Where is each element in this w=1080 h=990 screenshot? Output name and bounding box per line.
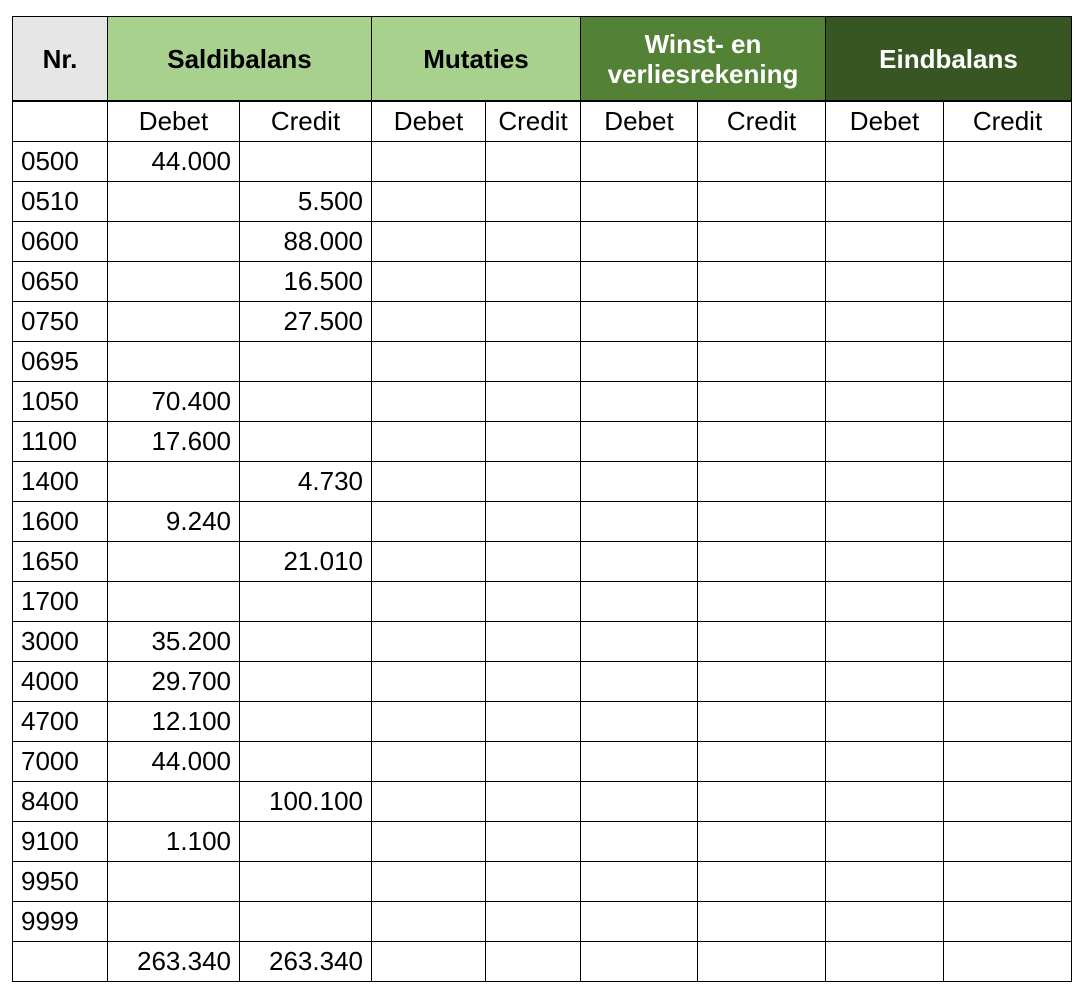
saldibalans-credit-cell bbox=[240, 142, 372, 182]
subheader-wv-debet: Debet bbox=[581, 101, 698, 142]
eindbalans-credit-cell bbox=[944, 302, 1072, 342]
saldibalans-credit-cell bbox=[240, 342, 372, 382]
saldibalans-debet-cell: 44.000 bbox=[108, 142, 240, 182]
eindbalans-debet-cell bbox=[826, 382, 944, 422]
mutaties-debet-cell bbox=[372, 502, 486, 542]
saldibalans-debet-cell: 29.700 bbox=[108, 662, 240, 702]
account-number: 0510 bbox=[13, 182, 108, 222]
account-number: 1700 bbox=[13, 582, 108, 622]
saldibalans-debet-cell bbox=[108, 902, 240, 942]
winst-verlies-credit-cell bbox=[698, 542, 826, 582]
table-row bbox=[13, 622, 1072, 662]
winst-verlies-credit-cell bbox=[698, 182, 826, 222]
saldibalans-credit-cell: 16.500 bbox=[240, 262, 372, 302]
eindbalans-credit-cell bbox=[944, 782, 1072, 822]
saldibalans-debet-cell bbox=[108, 862, 240, 902]
winst-verlies-debet-cell bbox=[581, 262, 698, 302]
account-number: 1400 bbox=[13, 462, 108, 502]
saldibalans-credit-cell bbox=[240, 822, 372, 862]
eindbalans-credit-cell bbox=[944, 142, 1072, 182]
winst-verlies-credit-cell bbox=[698, 582, 826, 622]
total-eind-credit bbox=[944, 942, 1072, 982]
mutaties-debet-cell bbox=[372, 582, 486, 622]
winst-verlies-debet-cell bbox=[581, 422, 698, 462]
mutaties-debet-cell bbox=[372, 382, 486, 422]
eindbalans-credit-cell bbox=[944, 542, 1072, 582]
winst-verlies-debet-cell bbox=[581, 702, 698, 742]
totals-row bbox=[13, 942, 1072, 982]
account-number: 1650 bbox=[13, 542, 108, 582]
account-rows bbox=[13, 142, 1072, 982]
winst-verlies-debet-cell bbox=[581, 582, 698, 622]
table-row bbox=[13, 822, 1072, 862]
account-number: 9950 bbox=[13, 862, 108, 902]
saldibalans-credit-cell bbox=[240, 502, 372, 542]
account-number: 4700 bbox=[13, 702, 108, 742]
mutaties-credit-cell bbox=[486, 262, 581, 302]
saldibalans-debet-cell bbox=[108, 582, 240, 622]
eindbalans-credit-cell bbox=[944, 222, 1072, 262]
winst-verlies-credit-cell bbox=[698, 222, 826, 262]
saldibalans-debet-cell bbox=[108, 222, 240, 262]
saldibalans-debet-cell: 12.100 bbox=[108, 702, 240, 742]
mutaties-debet-cell bbox=[372, 862, 486, 902]
table-row bbox=[13, 502, 1072, 542]
winst-verlies-debet-cell bbox=[581, 142, 698, 182]
mutaties-credit-cell bbox=[486, 702, 581, 742]
winst-verlies-credit-cell bbox=[698, 342, 826, 382]
winst-verlies-credit-cell bbox=[698, 702, 826, 742]
table-row bbox=[13, 142, 1072, 182]
table-row bbox=[13, 422, 1072, 462]
saldibalans-debet-cell: 1.100 bbox=[108, 822, 240, 862]
total-mut-debet bbox=[372, 942, 486, 982]
account-number: 7000 bbox=[13, 742, 108, 782]
winst-verlies-debet-cell bbox=[581, 302, 698, 342]
winst-verlies-debet-cell bbox=[581, 382, 698, 422]
eindbalans-debet-cell bbox=[826, 422, 944, 462]
mutaties-credit-cell bbox=[486, 182, 581, 222]
table-row bbox=[13, 542, 1072, 582]
mutaties-credit-cell bbox=[486, 422, 581, 462]
winst-verlies-debet-cell bbox=[581, 622, 698, 662]
saldibalans-debet-cell: 44.000 bbox=[108, 742, 240, 782]
account-number: 1050 bbox=[13, 382, 108, 422]
winst-verlies-credit-cell bbox=[698, 422, 826, 462]
subheader-nr-empty bbox=[13, 101, 108, 142]
winst-verlies-credit-cell bbox=[698, 662, 826, 702]
mutaties-debet-cell bbox=[372, 222, 486, 262]
winst-verlies-debet-cell bbox=[581, 542, 698, 582]
saldibalans-debet-cell: 35.200 bbox=[108, 622, 240, 662]
header-eindbalans: Eindbalans bbox=[826, 17, 1072, 102]
winst-verlies-debet-cell bbox=[581, 742, 698, 782]
mutaties-debet-cell bbox=[372, 182, 486, 222]
eindbalans-credit-cell bbox=[944, 862, 1072, 902]
total-mut-credit bbox=[486, 942, 581, 982]
eindbalans-debet-cell bbox=[826, 262, 944, 302]
eindbalans-debet-cell bbox=[826, 502, 944, 542]
eindbalans-debet-cell bbox=[826, 342, 944, 382]
eindbalans-debet-cell bbox=[826, 742, 944, 782]
account-number: 0695 bbox=[13, 342, 108, 382]
account-number: 8400 bbox=[13, 782, 108, 822]
total-saldi-credit: 263.340 bbox=[240, 942, 372, 982]
eindbalans-credit-cell bbox=[944, 342, 1072, 382]
eindbalans-credit-cell bbox=[944, 702, 1072, 742]
winst-verlies-debet-cell bbox=[581, 662, 698, 702]
winst-verlies-debet-cell bbox=[581, 182, 698, 222]
table-row bbox=[13, 742, 1072, 782]
mutaties-debet-cell bbox=[372, 542, 486, 582]
mutaties-debet-cell bbox=[372, 822, 486, 862]
eindbalans-credit-cell bbox=[944, 182, 1072, 222]
saldibalans-debet-cell: 17.600 bbox=[108, 422, 240, 462]
total-wv-credit bbox=[698, 942, 826, 982]
mutaties-debet-cell bbox=[372, 422, 486, 462]
winst-verlies-credit-cell bbox=[698, 382, 826, 422]
mutaties-credit-cell bbox=[486, 502, 581, 542]
eindbalans-debet-cell bbox=[826, 862, 944, 902]
eindbalans-credit-cell bbox=[944, 742, 1072, 782]
header-nr: Nr. bbox=[13, 17, 108, 102]
winst-verlies-debet-cell bbox=[581, 462, 698, 502]
mutaties-credit-cell bbox=[486, 462, 581, 502]
winst-verlies-credit-cell bbox=[698, 302, 826, 342]
winst-verlies-credit-cell bbox=[698, 782, 826, 822]
saldibalans-debet-cell bbox=[108, 462, 240, 502]
mutaties-debet-cell bbox=[372, 342, 486, 382]
mutaties-credit-cell bbox=[486, 822, 581, 862]
mutaties-credit-cell bbox=[486, 222, 581, 262]
mutaties-debet-cell bbox=[372, 782, 486, 822]
winst-verlies-credit-cell bbox=[698, 262, 826, 302]
winst-verlies-debet-cell bbox=[581, 782, 698, 822]
subheader-eind-credit: Credit bbox=[944, 101, 1072, 142]
eindbalans-debet-cell bbox=[826, 582, 944, 622]
saldibalans-credit-cell bbox=[240, 702, 372, 742]
subheader-wv-credit: Credit bbox=[698, 101, 826, 142]
winst-verlies-debet-cell bbox=[581, 862, 698, 902]
table-row bbox=[13, 582, 1072, 622]
saldibalans-credit-cell bbox=[240, 382, 372, 422]
eindbalans-debet-cell bbox=[826, 782, 944, 822]
winst-verlies-debet-cell bbox=[581, 822, 698, 862]
mutaties-debet-cell bbox=[372, 902, 486, 942]
eindbalans-credit-cell bbox=[944, 422, 1072, 462]
mutaties-credit-cell bbox=[486, 342, 581, 382]
winst-verlies-debet-cell bbox=[581, 502, 698, 542]
winst-verlies-credit-cell bbox=[698, 862, 826, 902]
eindbalans-debet-cell bbox=[826, 222, 944, 262]
mutaties-debet-cell bbox=[372, 702, 486, 742]
eindbalans-debet-cell bbox=[826, 902, 944, 942]
mutaties-credit-cell bbox=[486, 782, 581, 822]
mutaties-debet-cell bbox=[372, 262, 486, 302]
eindbalans-debet-cell bbox=[826, 662, 944, 702]
mutaties-credit-cell bbox=[486, 302, 581, 342]
subheader-saldi-debet: Debet bbox=[108, 101, 240, 142]
saldibalans-debet-cell: 70.400 bbox=[108, 382, 240, 422]
table-row bbox=[13, 902, 1072, 942]
header-mutaties: Mutaties bbox=[372, 17, 581, 102]
mutaties-debet-cell bbox=[372, 302, 486, 342]
winst-verlies-debet-cell bbox=[581, 342, 698, 382]
mutaties-credit-cell bbox=[486, 542, 581, 582]
header-winst-verlies-line2: verliesrekening bbox=[607, 58, 799, 89]
saldibalans-credit-cell bbox=[240, 622, 372, 662]
winst-verlies-credit-cell bbox=[698, 742, 826, 782]
total-eind-debet bbox=[826, 942, 944, 982]
saldibalans-credit-cell: 4.730 bbox=[240, 462, 372, 502]
eindbalans-credit-cell bbox=[944, 662, 1072, 702]
saldibalans-debet-cell: 9.240 bbox=[108, 502, 240, 542]
eindbalans-debet-cell bbox=[826, 462, 944, 502]
mutaties-credit-cell bbox=[486, 382, 581, 422]
saldibalans-credit-cell bbox=[240, 662, 372, 702]
mutaties-debet-cell bbox=[372, 462, 486, 502]
account-number: 0750 bbox=[13, 302, 108, 342]
mutaties-debet-cell bbox=[372, 142, 486, 182]
subheader-saldi-credit: Credit bbox=[240, 101, 372, 142]
worksheet-table bbox=[12, 16, 1072, 982]
saldibalans-credit-cell: 27.500 bbox=[240, 302, 372, 342]
subheader-eind-debet: Debet bbox=[826, 101, 944, 142]
group-header-row bbox=[13, 17, 1072, 102]
table-row bbox=[13, 342, 1072, 382]
eindbalans-debet-cell bbox=[826, 702, 944, 742]
table-row bbox=[13, 862, 1072, 902]
saldibalans-credit-cell: 5.500 bbox=[240, 182, 372, 222]
winst-verlies-credit-cell bbox=[698, 502, 826, 542]
table-row bbox=[13, 702, 1072, 742]
eindbalans-credit-cell bbox=[944, 622, 1072, 662]
winst-verlies-credit-cell bbox=[698, 622, 826, 662]
eindbalans-debet-cell bbox=[826, 822, 944, 862]
mutaties-debet-cell bbox=[372, 622, 486, 662]
account-number: 4000 bbox=[13, 662, 108, 702]
saldibalans-credit-cell bbox=[240, 422, 372, 462]
eindbalans-debet-cell bbox=[826, 182, 944, 222]
winst-verlies-credit-cell bbox=[698, 822, 826, 862]
eindbalans-debet-cell bbox=[826, 542, 944, 582]
subheader-row bbox=[13, 101, 1072, 142]
account-number: 9999 bbox=[13, 902, 108, 942]
mutaties-credit-cell bbox=[486, 582, 581, 622]
mutaties-credit-cell bbox=[486, 622, 581, 662]
total-wv-debet bbox=[581, 942, 698, 982]
winst-verlies-debet-cell bbox=[581, 222, 698, 262]
mutaties-debet-cell bbox=[372, 742, 486, 782]
saldibalans-credit-cell bbox=[240, 862, 372, 902]
table-row bbox=[13, 382, 1072, 422]
account-number: 0650 bbox=[13, 262, 108, 302]
table-row bbox=[13, 262, 1072, 302]
table-row bbox=[13, 462, 1072, 502]
saldibalans-debet-cell bbox=[108, 342, 240, 382]
winst-verlies-debet-cell bbox=[581, 902, 698, 942]
eindbalans-credit-cell bbox=[944, 462, 1072, 502]
total-saldi-debet: 263.340 bbox=[108, 942, 240, 982]
account-number: 1100 bbox=[13, 422, 108, 462]
saldibalans-debet-cell bbox=[108, 782, 240, 822]
account-number: 1600 bbox=[13, 502, 108, 542]
subheader-mut-credit: Credit bbox=[486, 101, 581, 142]
saldibalans-debet-cell bbox=[108, 302, 240, 342]
header-winst-verliesrekening bbox=[581, 17, 826, 102]
saldibalans-debet-cell bbox=[108, 542, 240, 582]
eindbalans-credit-cell bbox=[944, 262, 1072, 302]
mutaties-credit-cell bbox=[486, 742, 581, 782]
table-row bbox=[13, 782, 1072, 822]
eindbalans-debet-cell bbox=[826, 302, 944, 342]
mutaties-credit-cell bbox=[486, 142, 581, 182]
account-number: 0600 bbox=[13, 222, 108, 262]
eindbalans-credit-cell bbox=[944, 902, 1072, 942]
eindbalans-credit-cell bbox=[944, 502, 1072, 542]
table-row bbox=[13, 182, 1072, 222]
saldibalans-credit-cell: 100.100 bbox=[240, 782, 372, 822]
eindbalans-credit-cell bbox=[944, 382, 1072, 422]
saldibalans-credit-cell: 88.000 bbox=[240, 222, 372, 262]
winst-verlies-credit-cell bbox=[698, 142, 826, 182]
eindbalans-debet-cell bbox=[826, 622, 944, 662]
saldibalans-credit-cell: 21.010 bbox=[240, 542, 372, 582]
subheader-mut-debet: Debet bbox=[372, 101, 486, 142]
eindbalans-debet-cell bbox=[826, 142, 944, 182]
table-row bbox=[13, 222, 1072, 262]
saldibalans-credit-cell bbox=[240, 742, 372, 782]
header-saldibalans: Saldibalans bbox=[108, 17, 372, 102]
eindbalans-credit-cell bbox=[944, 582, 1072, 622]
winst-verlies-credit-cell bbox=[698, 902, 826, 942]
mutaties-debet-cell bbox=[372, 662, 486, 702]
eindbalans-credit-cell bbox=[944, 822, 1072, 862]
header-winst-verlies-line1: Winst- en bbox=[644, 28, 762, 59]
table-row bbox=[13, 662, 1072, 702]
account-number: 9100 bbox=[13, 822, 108, 862]
mutaties-credit-cell bbox=[486, 862, 581, 902]
account-number: 0500 bbox=[13, 142, 108, 182]
total-nr-empty bbox=[13, 942, 108, 982]
winst-verlies-credit-cell bbox=[698, 462, 826, 502]
saldibalans-debet-cell bbox=[108, 182, 240, 222]
account-number: 3000 bbox=[13, 622, 108, 662]
table-row bbox=[13, 302, 1072, 342]
mutaties-credit-cell bbox=[486, 902, 581, 942]
saldibalans-credit-cell bbox=[240, 582, 372, 622]
saldibalans-debet-cell bbox=[108, 262, 240, 302]
mutaties-credit-cell bbox=[486, 662, 581, 702]
saldibalans-credit-cell bbox=[240, 902, 372, 942]
